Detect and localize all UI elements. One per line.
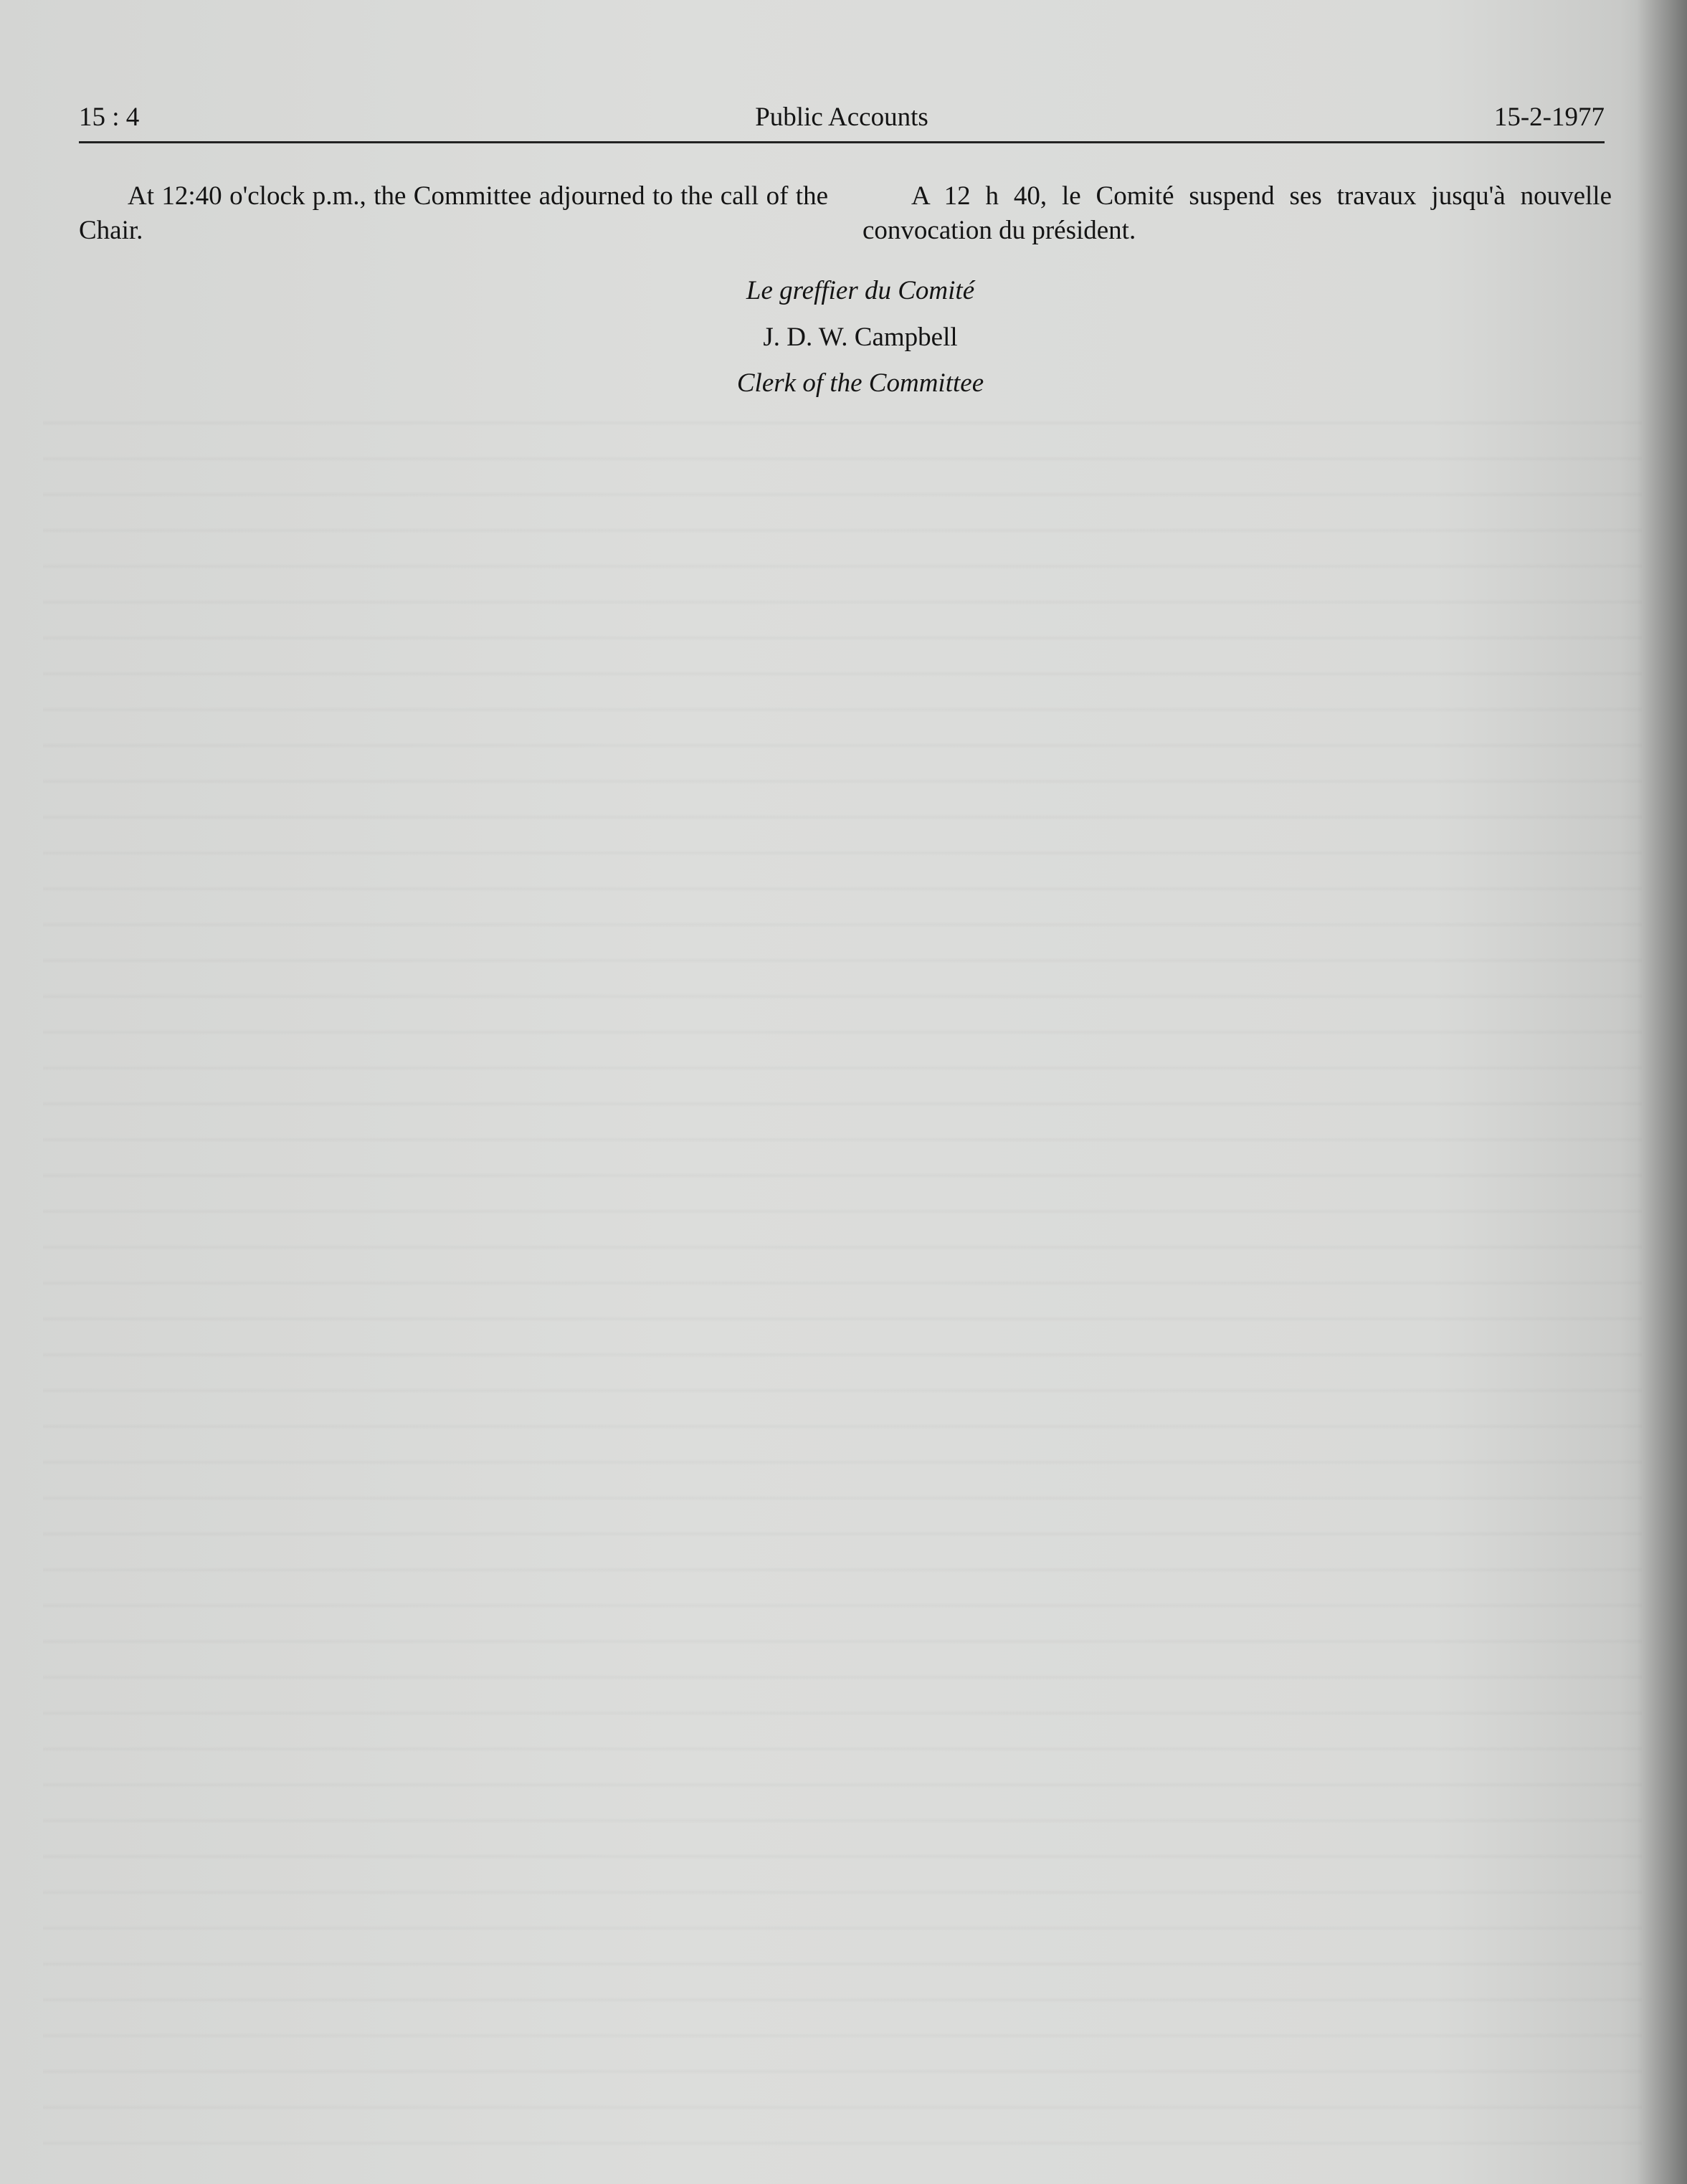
running-title: Public Accounts — [755, 102, 928, 132]
binding-shadow — [1637, 0, 1687, 2184]
header-date: 15-2-1977 — [1493, 102, 1605, 132]
page-header — [79, 102, 1605, 142]
header-rule — [79, 141, 1605, 143]
page-number: 15 : 4 — [79, 102, 140, 132]
clerk-title-french: Le greffier du Comité — [746, 276, 975, 305]
clerk-name: J. D. W. Campbell — [763, 323, 958, 352]
french-adjournment-paragraph: A 12 h 40, le Comité suspend ses travaux jusqu'à nouvelle convocation du président. — [862, 181, 1612, 245]
english-adjournment-paragraph: At 12:40 o'clock p.m., the Committee adjourned to the call of the Chair. — [79, 181, 828, 245]
clerk-title-english: Clerk of the Committee — [736, 368, 984, 398]
show-through-texture — [43, 401, 1642, 2150]
